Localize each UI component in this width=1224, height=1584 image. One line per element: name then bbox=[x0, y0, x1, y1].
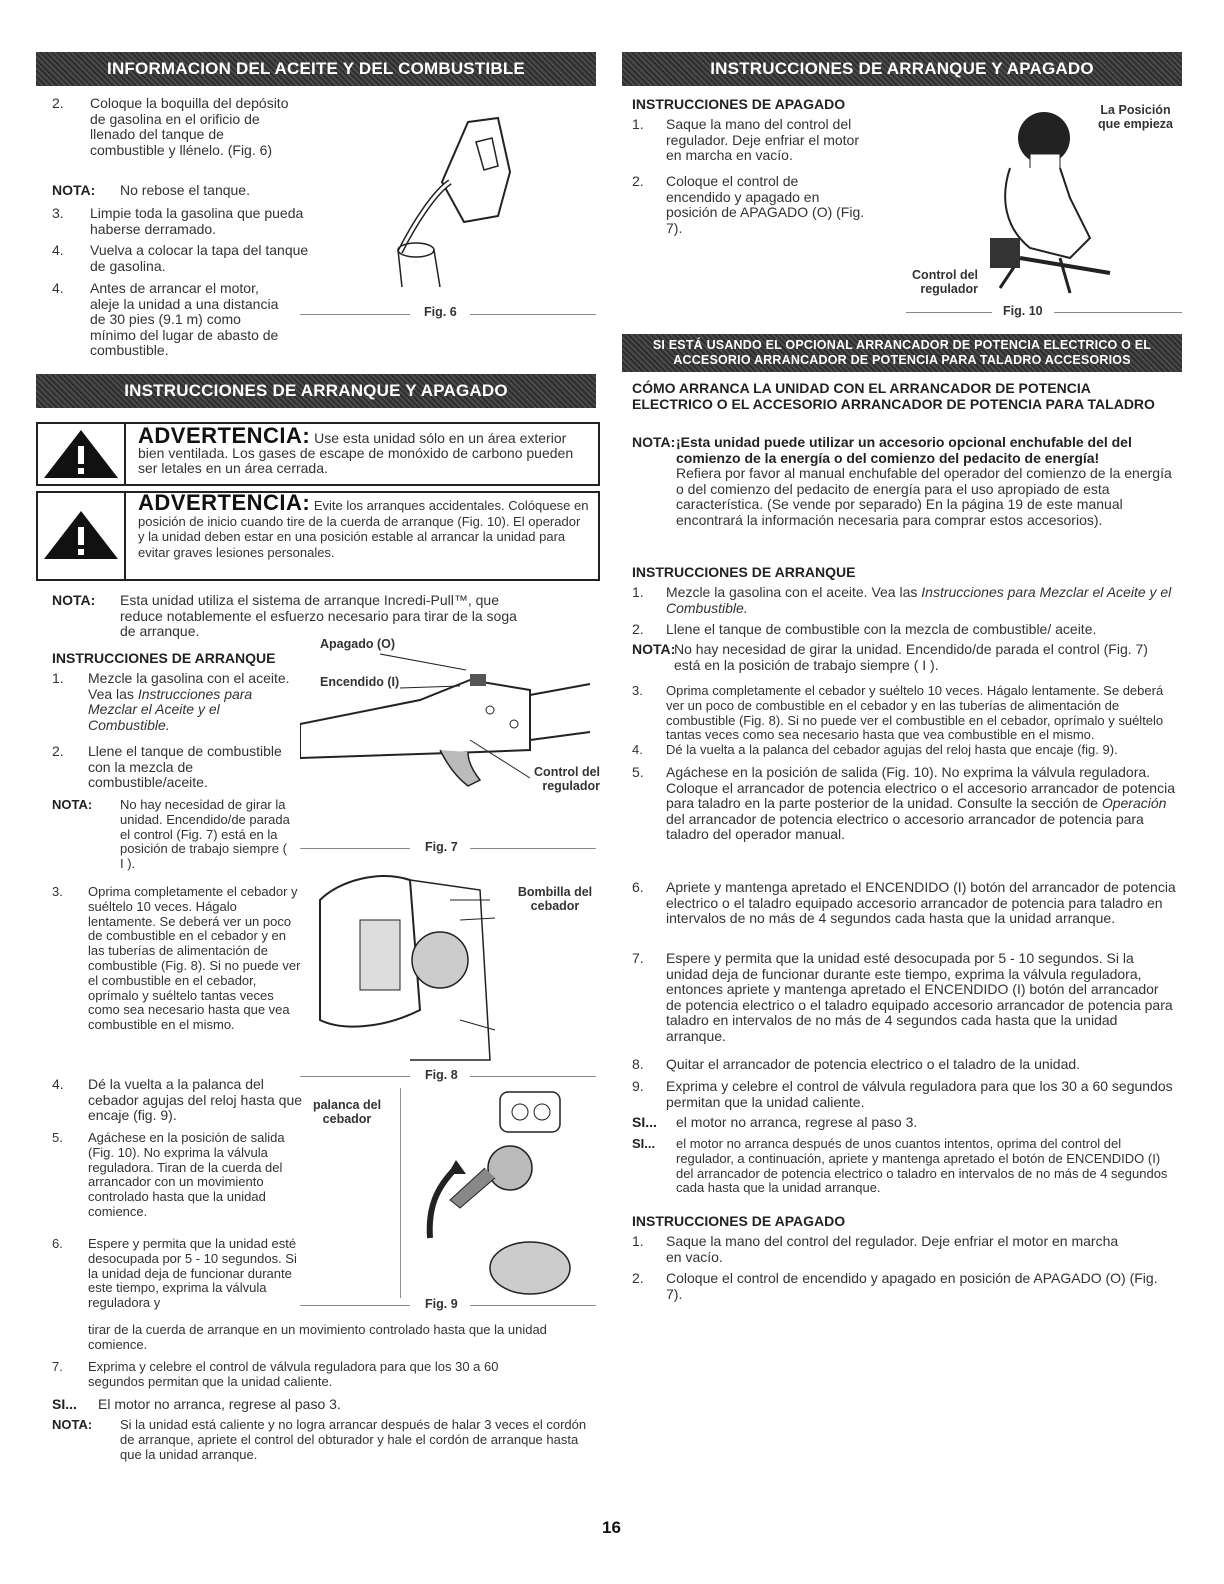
step-number: 7. bbox=[632, 950, 644, 966]
r-start-step-3 bbox=[632, 684, 1182, 743]
step-text: Oprima completamente el cebador y suéltelo 10 veces. Hágalo lentamente. Se deberá ver un poco de combustible en el cebador y en las tuberías de alimentación de combustible (Fig. 8). Si no puede ver el combustible en el cebador, oprímalo y suéltelo tantas veces como sea necesario hasta que vea combustible en el mismo. bbox=[666, 683, 1164, 743]
step-number: 2. bbox=[632, 621, 644, 637]
step-text: Apriete y mantenga apretado el ENCENDIDO (I) botón del arrancador de potencia electrico o el taladro equipado accesorio arrancador de potencia para taladro en intervalos de no más de 4 segundos cada hasta que la unidad arranque. bbox=[666, 879, 1176, 926]
fig9-label-lever: palanca del cebador bbox=[312, 1098, 382, 1126]
si-label: SI... bbox=[52, 1396, 77, 1412]
warning-title: ADVERTENCIA: bbox=[138, 423, 311, 448]
warning-body: Use esta unidad sólo en un área exterior bien ventilada. Los gases de escape de monóxido de carbono pueden ser letales en un área cerrada. bbox=[138, 430, 574, 476]
start-step-5 bbox=[52, 1131, 302, 1220]
warning-triangle-container bbox=[38, 424, 126, 484]
fig6-rule-right bbox=[470, 314, 596, 315]
fig10-rule-left bbox=[906, 312, 992, 313]
step-text: Dé la vuelta a la palanca del cebador agujas del reloj hasta que encaje (fig. 9). bbox=[666, 742, 1118, 757]
nota-bold-text: ¡Esta unidad puede utilizar un accesorio opcional enchufable del del comienzo de la energía o del comienzo del pedacito de energía! bbox=[676, 434, 1132, 466]
fuel-nota bbox=[52, 183, 352, 199]
r-si-note-2 bbox=[632, 1137, 1182, 1196]
step-number: 2. bbox=[52, 95, 64, 111]
nota-label: NOTA: bbox=[52, 1417, 93, 1432]
r-start-step-5 bbox=[632, 765, 1182, 843]
section-banner-fuel: INFORMACION DEL ACEITE Y DEL COMBUSTIBLE bbox=[36, 52, 596, 86]
step-number: 6. bbox=[52, 1236, 63, 1251]
hot-start-nota bbox=[52, 1418, 596, 1462]
fig8-label-bulb: Bombilla del cebador bbox=[517, 885, 593, 913]
fig7-caption: Fig. 7 bbox=[425, 840, 458, 854]
fig9-rule-left bbox=[300, 1305, 410, 1306]
r-start-nota bbox=[632, 642, 1182, 673]
step-number: 5. bbox=[632, 764, 644, 780]
nota-rest-text: Refiera por favor al manual enchufable del operador del comienzo de la energía o del comienzo del pedacito de energía para el uso apropiado de esta característica. (Se vende por separado) En la página 19 de este manual encontrará la información necesaria para comprar estos accesorios). bbox=[676, 465, 1172, 528]
step-number: 8. bbox=[632, 1056, 644, 1072]
si-note bbox=[52, 1397, 572, 1413]
step-number: 4. bbox=[52, 280, 64, 296]
si-text: El motor no arranca, regrese al paso 3. bbox=[98, 1396, 341, 1412]
r-start-step-7 bbox=[632, 951, 1182, 1044]
fig10-rule-right bbox=[1054, 312, 1182, 313]
fig7-label-apagado: Apagado (O) bbox=[320, 637, 395, 651]
fig7-label-control: Control del regulador bbox=[534, 765, 600, 793]
page-number: 16 bbox=[602, 1518, 621, 1537]
start-step-1 bbox=[52, 671, 302, 733]
fig8-rule-right bbox=[470, 1076, 596, 1077]
nota-label: NOTA: bbox=[52, 797, 93, 812]
nota-label: NOTA: bbox=[52, 182, 96, 198]
si-label: SI... bbox=[632, 1136, 656, 1151]
warning-body: Evite los arranques accidentales. Colóquese en posición de inicio cuando tire de la cuerda de arranque (Fig. 10). El operador y la unidad deben estar en una posición estable al arrancar la unidad para evitar graves lesiones personales. bbox=[138, 498, 589, 560]
step-text: Exprima y celebre el control de válvula reguladora para que los 30 a 60 segundos permitan que la unidad caliente. bbox=[88, 1359, 499, 1389]
fig6-caption: Fig. 6 bbox=[424, 305, 457, 319]
si-text: el motor no arranca, regrese al paso 3. bbox=[676, 1114, 918, 1130]
step-text: Coloque la boquilla del depósito de gasolina en el orificio de llenado del tanque de combustible y llénelo. (Fig. 6) bbox=[90, 95, 289, 158]
step-number: 2. bbox=[632, 173, 644, 189]
step-number: 1. bbox=[632, 584, 644, 600]
stop-step-1 bbox=[632, 117, 882, 164]
warning-box-accidental-start bbox=[36, 491, 600, 581]
nota-incredi-pull bbox=[52, 593, 596, 640]
heading-stop-instructions: INSTRUCCIONES DE APAGADO bbox=[632, 96, 846, 112]
r-start-step-8 bbox=[632, 1057, 1182, 1073]
r-start-step-9 bbox=[632, 1079, 1182, 1110]
warning-text bbox=[138, 423, 590, 476]
heading-start-instructions-right: INSTRUCCIONES DE ARRANQUE bbox=[632, 564, 856, 580]
fig7-label-encendido: Encendido (I) bbox=[320, 675, 400, 689]
fig6-rule-left bbox=[300, 314, 410, 315]
r-start-step-6 bbox=[632, 880, 1182, 927]
step-number: 6. bbox=[632, 879, 644, 895]
fuel-step-2 bbox=[52, 96, 302, 158]
r-stop-step-2 bbox=[632, 1271, 1182, 1302]
fig9-caption: Fig. 9 bbox=[425, 1297, 458, 1311]
start-step-2 bbox=[52, 744, 302, 791]
nota-text: Si la unidad está caliente y no logra arrancar después de halar 3 veces el cordón de arranque, apriete el control del obturador y hale el cordón de arranque hasta que la unidad arranque. bbox=[120, 1417, 587, 1462]
step-text: Agáchese en la posición de salida (Fig. 10). No exprima la válvula reguladora. Tiran de la cuerda del arrancador con un movimiento controlado hasta que la unidad comience. bbox=[88, 1130, 285, 1219]
step-number: 1. bbox=[632, 1233, 644, 1249]
fig7-rule-left bbox=[300, 848, 410, 849]
si-text: el motor no arranca después de unos cuantos intentos, oprima del control del regulador, a continuación, apriete y mantenga apretado el botón de ENCENDIDO (I) del arrancador de potencia electrico o taladro en intervalos de no más de 4 segundos cada hasta que la unidad arranque. bbox=[676, 1136, 1168, 1196]
step-number: 1. bbox=[632, 116, 644, 132]
step-text: Coloque el control de encendido y apagado en posición de APAGADO (O) (Fig. 7). bbox=[666, 1270, 1158, 1302]
fig6-gas-can-illustration bbox=[380, 112, 530, 292]
step-text: Oprima completamente el cebador y suéltelo 10 veces. Hágalo lentamente. Se deberá ver un poco de combustible en el cebador y en las tuberías de alimentación de combustible (Fig. 8). Si no puede ver el combustible en el cebador, oprímalo y suéltelo tantas veces como sea necesario hasta que vea combustible en el mismo. bbox=[88, 884, 301, 1033]
fig7-rule-right bbox=[470, 848, 596, 849]
step-text: Exprima y celebre el control de válvula reguladora para que los 30 a 60 segundos permitan que la unidad caliente. bbox=[666, 1078, 1173, 1110]
start-nota bbox=[52, 798, 302, 872]
step-text: Limpie toda la gasolina que pueda haberse derramado. bbox=[90, 205, 304, 237]
start-step-3 bbox=[52, 885, 302, 1033]
step-text: Antes de arrancar el motor, aleje la unidad a una distancia de 30 pies (9.1 m) como mínimo del lugar de abasto de combustible. bbox=[90, 280, 279, 358]
step-text: Saque la mano del control del regulador. Deje enfriar el motor en marcha en vacío. bbox=[666, 116, 859, 163]
step-number: 5. bbox=[52, 1130, 63, 1145]
r-start-step-2 bbox=[632, 622, 1182, 638]
step-text: Llene el tanque de combustible con la mezcla de combustible/aceite. bbox=[88, 743, 282, 790]
heading-start-instructions: INSTRUCCIONES DE ARRANQUE bbox=[52, 650, 276, 666]
heading-power-starter: CÓMO ARRANCA LA UNIDAD CON EL ARRANCADOR DE POTENCIA ELECTRICO O EL ACCESORIO ARRANCADOR DE POTENCIA PARA TALADRO bbox=[632, 380, 1155, 412]
nota-text: Esta unidad utiliza el sistema de arranque Incredi-Pull™, que reduce notablemente el esfuerzo necesario para tirar de la soga de arranque. bbox=[120, 592, 517, 639]
start-step-7 bbox=[52, 1360, 572, 1390]
start-step-6-continued: tirar de la cuerda de arranque en un movimiento controlado hasta que la unidad comience. bbox=[88, 1322, 547, 1352]
warning-text bbox=[138, 490, 590, 560]
warning-triangle-container bbox=[38, 493, 126, 579]
fig9-rule-right bbox=[470, 1305, 596, 1306]
warning-box-ventilation bbox=[36, 422, 600, 486]
step-text: Dé la vuelta a la palanca del cebador agujas del reloj hasta que encaje (fig. 9). bbox=[88, 1076, 303, 1123]
step-text: Saque la mano del control del regulador. Deje enfriar el motor en marcha en vacío. bbox=[666, 1233, 1119, 1265]
r-stop-step-1 bbox=[632, 1234, 1182, 1265]
banner-line-2: ACCESORIO ARRANCADOR DE POTENCIA PARA TALADRO ACCESORIOS bbox=[673, 353, 1131, 367]
section-banner-start-stop-right: INSTRUCCIONES DE ARRANQUE Y APAGADO bbox=[622, 52, 1182, 86]
fuel-step-4a bbox=[52, 243, 322, 274]
fuel-step-3 bbox=[52, 206, 322, 237]
nota-text: No hay necesidad de girar la unidad. Encendido/de parada el control (Fig. 7) está en la posición de trabajo siempre ( I ). bbox=[674, 641, 1148, 673]
r-si-note-1 bbox=[632, 1115, 1182, 1131]
step-text: Coloque el control de encendido y apagado en posición de APAGADO (O) (Fig. 7). bbox=[666, 173, 865, 236]
nota-label: NOTA: bbox=[632, 434, 676, 450]
section-banner-start-stop: INSTRUCCIONES DE ARRANQUE Y APAGADO bbox=[36, 374, 596, 408]
step-text: Vuelva a colocar la tapa del tanque de gasolina. bbox=[90, 242, 309, 274]
step-number: 2. bbox=[52, 743, 64, 759]
step-text: Quitar el arrancador de potencia electrico o el taladro de la unidad. bbox=[666, 1056, 1081, 1072]
fig8-primer-bulb-illustration bbox=[300, 860, 500, 1065]
step-number: 3. bbox=[52, 205, 64, 221]
step-text: Espere y permita que la unidad esté desocupada por 5 - 10 segundos. Si la unidad deja de funcionar durante este tiempo, exprima la válvula reguladora y bbox=[88, 1236, 297, 1311]
fig10-caption: Fig. 10 bbox=[1003, 304, 1043, 318]
fig8-caption: Fig. 8 bbox=[425, 1068, 458, 1082]
warning-title: ADVERTENCIA: bbox=[138, 490, 311, 515]
step-number: 9. bbox=[632, 1078, 644, 1094]
step-number: 7. bbox=[52, 1359, 63, 1374]
section-banner-power-starter bbox=[622, 334, 1182, 372]
r-start-step-1 bbox=[632, 585, 1182, 616]
r-start-step-4 bbox=[632, 743, 1182, 758]
heading-stop-instructions-2: INSTRUCCIONES DE APAGADO bbox=[632, 1213, 846, 1229]
power-starter-nota bbox=[632, 435, 1182, 528]
si-label: SI... bbox=[632, 1114, 657, 1130]
banner-line-1: SI ESTÁ USANDO EL OPCIONAL ARRANCADOR DE POTENCIA ELECTRICO O EL bbox=[652, 338, 1152, 352]
fig10-label-start-position: La Posición que empieza bbox=[1097, 103, 1174, 131]
fig10-label-throttle: Control del regulador bbox=[912, 268, 978, 296]
nota-label: NOTA: bbox=[632, 641, 676, 657]
step-number: 4. bbox=[52, 1076, 64, 1092]
step-text: Agáchese en la posición de salida (Fig. 10). No exprima la válvula reguladora. Coloque el arrancador de potencia electrico o el accesorio arrancador de potencia para taladro en la parte posterior de la unidad. Consulte la sección de Operación del arrancador de potencia electrico o accesorio arrancador de potencia para taladro del operador manual. bbox=[666, 764, 1175, 842]
nota-text: No rebose el tanque. bbox=[120, 182, 250, 198]
step-number: 3. bbox=[632, 683, 643, 698]
step-text: Espere y permita que la unidad esté desocupada por 5 - 10 segundos. Si la unidad deja de funcionar durante este tiempo, exprima la válvula reguladora, entonces apriete y mantenga apretado el ENCENDIDO (I) botón del arrancador de potencia electrico o el taladro equipado accesorio arrancador de potencia para taladro en intervalos de no más de 4 segundos cada hasta que la unidad arranque. bbox=[666, 950, 1173, 1044]
start-step-4 bbox=[52, 1077, 312, 1124]
step-text: Mezcle la gasolina con el aceite. Vea las Instrucciones para Mezclar el Aceite y el Combustible. bbox=[88, 670, 290, 733]
warning-icon bbox=[38, 424, 124, 484]
fuel-step-4b bbox=[52, 281, 452, 359]
step-number: 4. bbox=[52, 242, 64, 258]
start-step-6 bbox=[52, 1237, 302, 1311]
step-number: 2. bbox=[632, 1270, 644, 1286]
warning-icon bbox=[38, 493, 124, 579]
fig8-rule-left bbox=[300, 1076, 410, 1077]
step-text: Mezcle la gasolina con el aceite. Vea las Instrucciones para Mezclar el Aceite y el Combustible. bbox=[666, 584, 1172, 616]
step-number: 4. bbox=[632, 742, 643, 757]
step-number: 3. bbox=[52, 884, 63, 899]
step-number: 1. bbox=[52, 670, 64, 686]
step-text: Llene el tanque de combustible con la mezcla de combustible/ aceite. bbox=[666, 621, 1097, 637]
nota-body bbox=[676, 435, 1176, 528]
fig9-choke-lever-illustration bbox=[400, 1088, 600, 1298]
nota-text: No hay necesidad de girar la unidad. Encendido/de parada el control (Fig. 7) está en la posición de trabajo siempre ( I ). bbox=[120, 797, 290, 872]
stop-step-2 bbox=[632, 174, 882, 236]
nota-label: NOTA: bbox=[52, 592, 96, 608]
